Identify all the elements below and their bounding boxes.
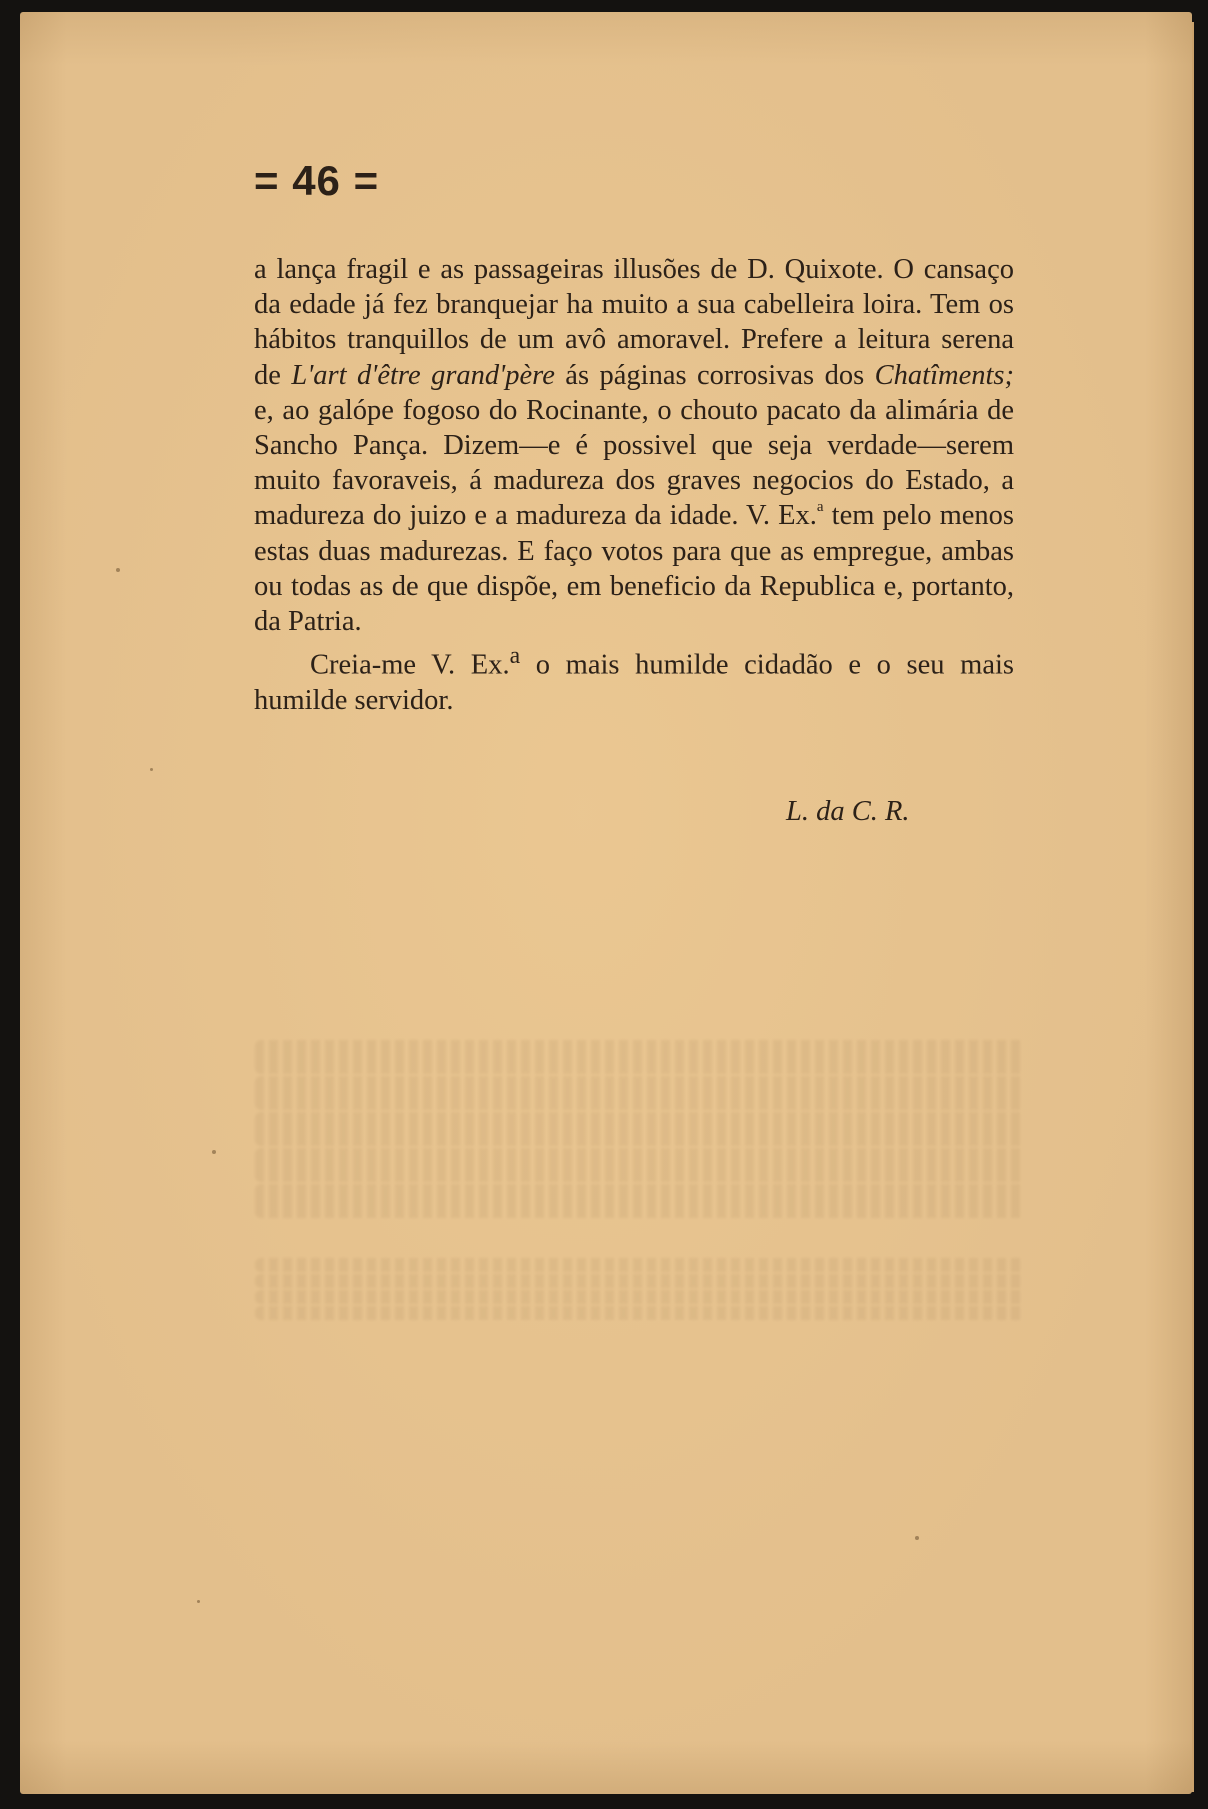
paragraph-segment: tem pelo menos estas duas madurezas. E faço votos para que as empregue, ambas ou todas as de que dispõe, em beneficio da Republica e, portanto, da Patria. (254, 500, 1014, 638)
closing-text-end: o mais humilde cidadão e o seu mais humilde servidor. (254, 649, 1014, 716)
paragraph-segment: e, ao galópe fogoso do Rocinante, o chouto pacato da alimária de Sancho Pança. Dizem—e é possivel que seja verdade—serem muito favoraveis, á madureza dos graves negocios do Estado, a madureza do juizo e a madureza da idade. V. Ex. (254, 394, 1014, 532)
paragraph-segment: a lança fragil e as passageiras illusões de D. Quixote. O cansaço da edade já fez branquejar ha muito a sua cabelleira loira. Tem os hábitos tranquillos de um avô amoravel. Prefere a leitura serena de (254, 254, 1014, 391)
paragraph-segment: Chatîments; (874, 359, 1014, 391)
page-number: = 46 = (254, 157, 380, 204)
closing-superscript: a (509, 643, 521, 670)
show-through-text (255, 1040, 1025, 1350)
paragraph-segment: ás páginas corrosivas dos (554, 359, 875, 391)
closing-paragraph (254, 639, 1014, 718)
paper-speck (915, 1536, 919, 1540)
paragraph-segment: L'art d'être grand'père (291, 359, 555, 391)
paper-speck (212, 1150, 216, 1154)
paragraph-segment: a (816, 499, 824, 516)
paper-speck (197, 1600, 200, 1603)
page-text (254, 156, 1014, 829)
paper-speck (150, 768, 153, 771)
signature-initials: L. da C. R. (786, 796, 910, 828)
paper-speck (116, 568, 120, 572)
body-paragraph (254, 252, 1014, 639)
closing-text-start: Creia-me V. Ex. (310, 649, 510, 681)
